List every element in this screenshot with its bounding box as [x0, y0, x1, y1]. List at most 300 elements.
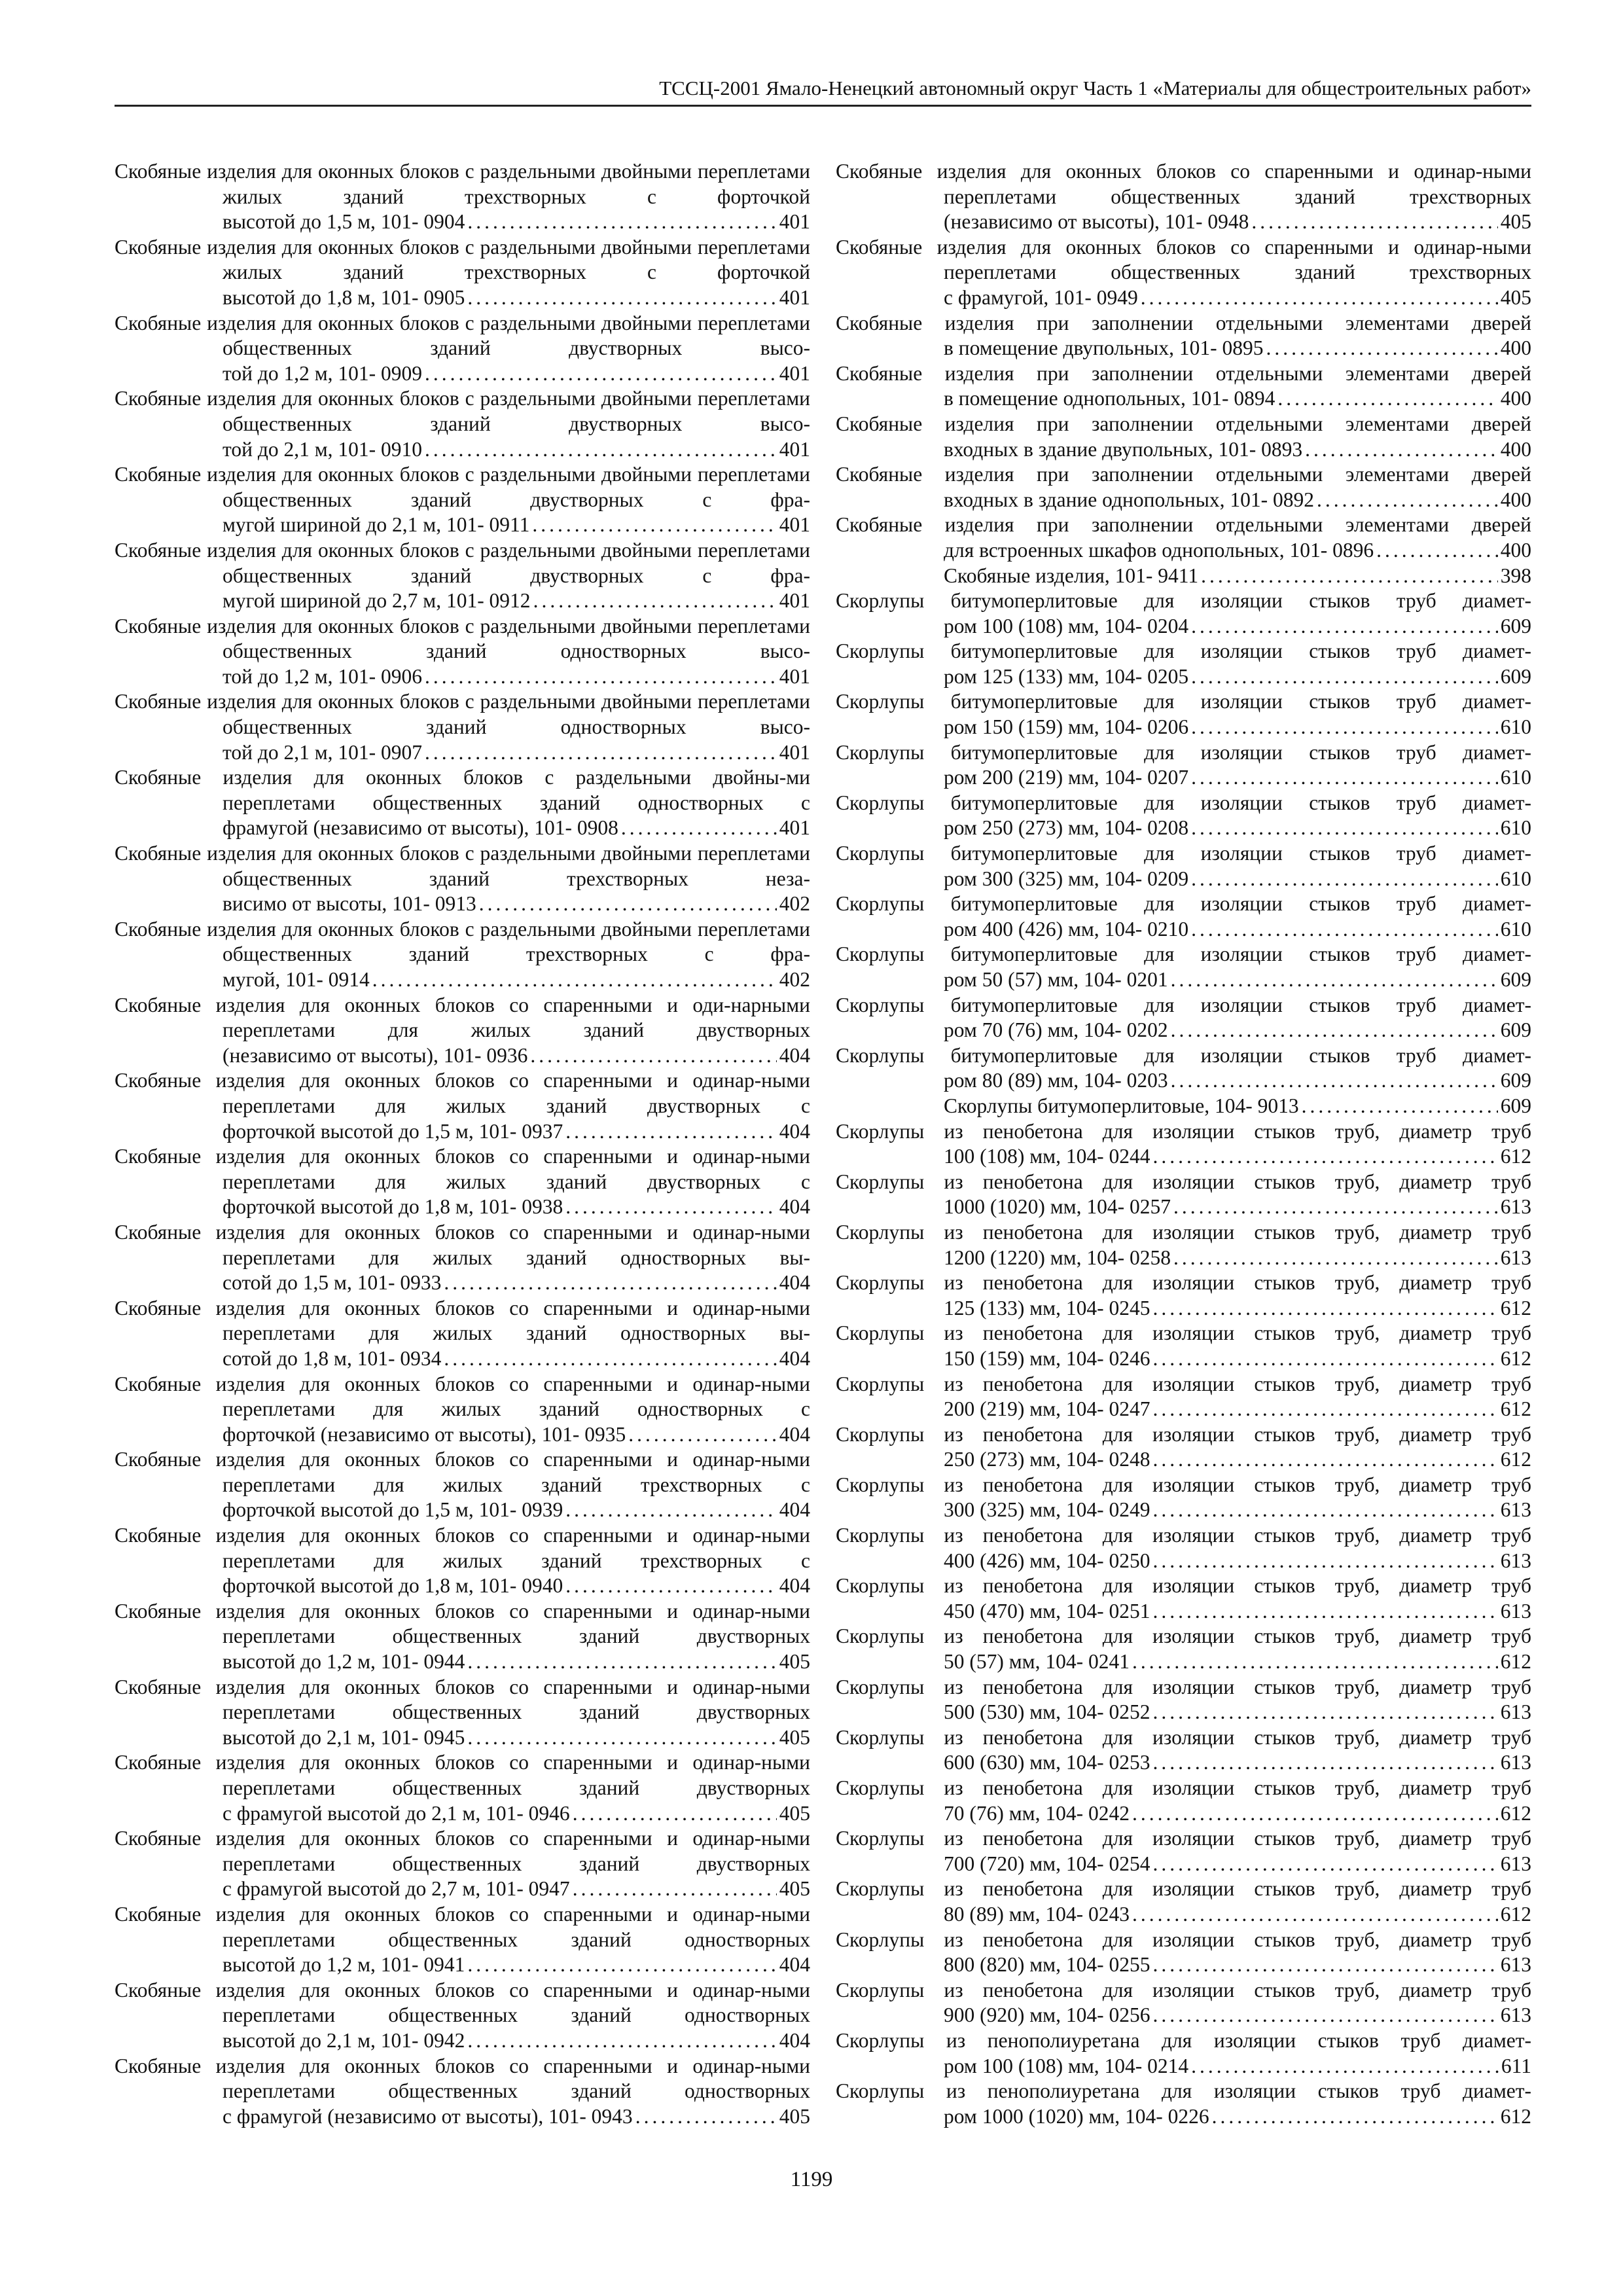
index-entry-text: Скорлупы из пенобетона для изоляции стыков труб, диаметр труб	[836, 1119, 1531, 1143]
index-entry	[836, 1928, 1531, 1978]
index-entry-text: Скобяные изделия для оконных блоков с раздельными двойными переплетами общественных зданий одностворных высо-	[115, 614, 810, 663]
index-entry-code: сотой до 1,5 м, 101- 0933	[223, 1271, 442, 1295]
dot-leader	[565, 1194, 777, 1220]
index-entry-code: для встроенных шкафов однопольных, 101- 0896	[944, 538, 1374, 562]
index-entry-page: 610	[1500, 917, 1531, 941]
index-entry-page: 404	[779, 1422, 810, 1446]
index-entry-reference-line	[944, 715, 1531, 740]
index-entry	[836, 1573, 1531, 1624]
index-entry-description	[836, 1776, 1531, 1801]
index-entry-code: ром 150 (159) мм, 104- 0206	[944, 715, 1189, 739]
index-entry-reference-line	[944, 1952, 1531, 1978]
index-entry	[115, 1068, 810, 1144]
index-entry-code: 700 (720) мм, 104- 0254	[944, 1852, 1150, 1875]
index-entry-code: в помещение двупольных, 101- 0895	[944, 336, 1264, 360]
index-entry-code: 50 (57) мм, 104- 0241	[944, 1650, 1130, 1674]
index-entry	[836, 791, 1531, 841]
dot-leader	[467, 209, 776, 235]
index-entry-description	[836, 1473, 1531, 1498]
index-entry-page: 404	[779, 1271, 810, 1295]
index-entry-reference-line	[944, 538, 1531, 564]
index-entry-code: форточкой (независимо от высоты), 101- 0935	[223, 1422, 626, 1446]
index-entry-text: Скобяные изделия при заполнении отдельными элементами дверей	[836, 311, 1531, 334]
index-entry-text: Скобяные изделия для оконных блоков с раздельными двойными переплетами общественных зданий двустворных с фра-	[115, 538, 810, 587]
index-entry-description	[836, 891, 1531, 917]
dot-leader	[565, 1119, 777, 1145]
dot-leader	[573, 1876, 777, 1902]
dot-leader	[1266, 336, 1497, 361]
index-entry-description	[836, 1170, 1531, 1195]
index-entry-code: 800 (820) мм, 104- 0255	[944, 1953, 1150, 1977]
index-entry-text: Скобяные изделия для оконных блоков со спаренными и одинар-ными переплетами общественных зданий двустворных	[115, 1827, 810, 1875]
dot-leader	[565, 1573, 777, 1599]
index-entry-text: Скорлупы битумоперлитовые для изоляции стыков труб диамет-	[836, 993, 1531, 1016]
dot-leader	[467, 2028, 776, 2054]
dot-leader	[1191, 664, 1498, 690]
index-entry-description	[836, 1675, 1531, 1700]
dot-leader	[1251, 209, 1497, 235]
index-entry-reference-line	[223, 1725, 810, 1751]
index-entry-code: висимо от высоты, 101- 0913	[223, 892, 476, 916]
index-entry-text: Скорлупы из пенобетона для изоляции стыков труб, диаметр труб	[836, 1321, 1531, 1345]
index-entry-page: 610	[1500, 766, 1531, 789]
dot-leader	[467, 1725, 776, 1751]
index-entry-page: 400	[1500, 437, 1531, 461]
index-entry-code: (независимо от высоты), 101- 0936	[223, 1043, 528, 1067]
index-entry	[836, 1624, 1531, 1674]
index-entry-reference-line	[944, 285, 1531, 311]
dot-leader	[1132, 1902, 1498, 1928]
index-entry-reference-line	[223, 1801, 810, 1827]
dot-leader	[1302, 1094, 1498, 1119]
index-entry-text: Скорлупы из пенобетона для изоляции стыков труб, диаметр труб	[836, 1877, 1531, 1901]
dot-leader	[1173, 1246, 1498, 1271]
index-entry-text: Скобяные изделия для оконных блоков с раздельными двойными переплетами общественных зданий трехстворных с фра-	[115, 917, 810, 966]
index-entry-page: 404	[779, 1195, 810, 1219]
dot-leader	[1152, 1599, 1497, 1624]
index-entry-reference-line	[944, 1194, 1531, 1220]
index-entry-reference-line	[944, 1852, 1531, 1877]
index-entry-reference-line	[944, 437, 1531, 463]
index-entry-page: 609	[1500, 1018, 1531, 1042]
dot-leader	[532, 512, 776, 538]
index-entry-page: 401	[779, 285, 810, 309]
index-entry-description	[115, 1826, 810, 1876]
index-entry	[115, 1902, 810, 1978]
index-entry	[115, 2054, 810, 2130]
index-entry	[115, 1447, 810, 1523]
index-entry-description	[115, 1978, 810, 2028]
index-entry-code: 1000 (1020) мм, 104- 0257	[944, 1195, 1171, 1219]
dot-leader	[573, 1801, 777, 1827]
index-entry	[836, 740, 1531, 791]
dot-leader	[444, 1346, 776, 1372]
index-entry-code: высотой до 1,2 м, 101- 0944	[223, 1650, 465, 1674]
index-entry-text: Скобяные изделия для оконных блоков со спаренными и одинар-ными переплетами для жилых зданий трехстворных с	[115, 1448, 810, 1496]
index-entry-code: ром 1000 (1020) мм, 104- 0226	[944, 2104, 1209, 2128]
index-entry-reference-line	[223, 1043, 810, 1069]
index-entry-page: 612	[1500, 1902, 1531, 1926]
index-entry	[115, 917, 810, 993]
index-entry-text: Скобяные изделия для оконных блоков со спаренными и одинар-ными переплетами общественных зданий двустворных	[115, 1675, 810, 1724]
index-entry-description	[836, 740, 1531, 766]
index-entry-code: ром 100 (108) мм, 104- 0214	[944, 2054, 1189, 2077]
index-entry-code: ром 400 (426) мм, 104- 0210	[944, 917, 1189, 941]
index-entry-code: входных в здание однопольных, 101- 0892	[944, 488, 1315, 511]
index-entry-text: Скобяные изделия для оконных блоков со спаренными и одинар-ными переплетами для жилых зданий трехстворных с	[115, 1524, 810, 1572]
dot-leader	[1191, 816, 1498, 841]
index-entry-text: Скобяные изделия для оконных блоков со спаренными и одинар-ными переплетами для жилых зданий одностворных с	[115, 1372, 810, 1421]
index-entry-page: 401	[779, 589, 810, 613]
index-entry-description	[836, 235, 1531, 285]
index-entry-description	[836, 1624, 1531, 1649]
index-entry-text: Скорлупы из пенобетона для изоляции стыков труб, диаметр труб	[836, 1220, 1531, 1244]
index-entry-text: Скорлупы из пенобетона для изоляции стыков труб, диаметр труб	[836, 1675, 1531, 1698]
index-entry	[115, 1750, 810, 1826]
index-entry-page: 401	[779, 816, 810, 840]
index-entry-text: Скорлупы из пенобетона для изоляции стыков труб, диаметр труб	[836, 1271, 1531, 1295]
index-entry-code: ром 250 (273) мм, 104- 0208	[944, 816, 1189, 840]
index-entry-code: 125 (133) мм, 104- 0245	[944, 1296, 1150, 1319]
index-entry-text: Скобяные изделия при заполнении отдельными элементами дверей	[836, 463, 1531, 486]
dot-leader	[1152, 1346, 1497, 1372]
index-entry-description	[836, 311, 1531, 336]
index-entry-reference-line	[223, 437, 810, 463]
index-entry-text: Скорлупы битумоперлитовые для изоляции стыков труб диамет-	[836, 892, 1531, 916]
index-entry-reference-line	[944, 1549, 1531, 1574]
dot-leader	[1171, 1018, 1498, 1043]
index-entry-code: 500 (530) мм, 104- 0252	[944, 1700, 1150, 1724]
index-entry-reference-line	[223, 816, 810, 841]
index-entry-reference-line	[944, 1018, 1531, 1043]
index-entry-code: ром 125 (133) мм, 104- 0205	[944, 664, 1189, 688]
index-entry	[115, 1144, 810, 1220]
index-entry-reference-line	[944, 765, 1531, 791]
index-entry	[836, 1523, 1531, 1573]
dot-leader	[533, 588, 777, 614]
index-entry	[836, 1220, 1531, 1270]
index-entry-code: мугой, 101- 0914	[223, 968, 370, 991]
index-entry-page: 398	[1500, 564, 1531, 587]
index-entry-code: высотой до 2,1 м, 101- 0945	[223, 1725, 465, 1749]
header-title: ТССЦ-2001 Ямало-Ненецкий автономный округ Часть 1 «Материалы для общестроительных работ»	[659, 77, 1531, 99]
index-entry	[836, 841, 1531, 891]
index-entry-page: 612	[1500, 2104, 1531, 2128]
dot-leader	[1173, 1194, 1498, 1220]
index-entry-page: 405	[779, 1650, 810, 1674]
index-entry-code: 100 (108) мм, 104- 0244	[944, 1145, 1150, 1168]
index-entry-reference-line	[223, 2028, 810, 2054]
index-entry-reference-line	[223, 1498, 810, 1523]
index-entry-code: с фрамугой, 101- 0949	[944, 285, 1138, 309]
index-entry-description	[115, 159, 810, 209]
index-entry-code: мугой шириной до 2,7 м, 101- 0912	[223, 589, 531, 613]
index-entry-description	[115, 993, 810, 1043]
index-entry-page: 401	[779, 437, 810, 461]
index-entry-text: Скорлупы битумоперлитовые для изоляции стыков труб диамет-	[836, 791, 1531, 814]
index-entry-code: ром 80 (89) мм, 104- 0203	[944, 1069, 1168, 1092]
page-number: 1199	[790, 2168, 833, 2191]
index-entry-text: Скобяные изделия для оконных блоков со спаренными и одинар-ными переплетами общественных зданий трехстворных	[836, 235, 1531, 284]
dot-leader	[1305, 437, 1498, 463]
index-entry-description	[836, 2079, 1531, 2104]
index-entry-reference-line	[223, 1422, 810, 1448]
index-entry-text: Скобяные изделия для оконных блоков со спаренными и одинар-ными переплетами для жилых зданий одностворных вы-	[115, 1220, 810, 1269]
index-entry	[836, 1119, 1531, 1170]
index-entry-code: с фрамугой высотой до 2,1 м, 101- 0946	[223, 1801, 570, 1825]
dot-leader	[1152, 1447, 1497, 1473]
index-entry-page: 612	[1500, 1397, 1531, 1421]
index-entry	[115, 841, 810, 917]
dot-leader	[425, 437, 777, 463]
dot-leader	[1152, 1750, 1497, 1776]
index-entry-text: Скорлупы битумоперлитовые для изоляции стыков труб диамет-	[836, 740, 1531, 764]
index-entry-description	[836, 1978, 1531, 2003]
index-entry	[115, 386, 810, 462]
index-entry-reference-line	[944, 336, 1531, 361]
index-entry	[836, 1422, 1531, 1473]
index-entry	[836, 564, 1531, 589]
dot-leader	[425, 361, 777, 387]
index-entry-code: высотой до 2,1 м, 101- 0942	[223, 2028, 465, 2052]
index-entry-text: Скорлупы битумоперлитовые для изоляции стыков труб диамет-	[836, 690, 1531, 713]
index-entry-page: 401	[779, 664, 810, 688]
index-entry-code: той до 1,2 м, 101- 0906	[223, 664, 423, 688]
index-entry-code: 70 (76) мм, 104- 0242	[944, 1801, 1130, 1825]
index-entry-page: 405	[1500, 285, 1531, 309]
index-entry-page: 405	[779, 1801, 810, 1825]
index-entry-description	[836, 942, 1531, 967]
index-entry-text: Скорлупы из пенобетона для изоляции стыков труб, диаметр труб	[836, 1473, 1531, 1496]
index-entry-page: 609	[1500, 1069, 1531, 1092]
index-entry-description	[836, 1826, 1531, 1852]
index-entry-page: 404	[779, 1043, 810, 1067]
index-entry-text: Скорлупы из пенобетона для изоляции стыков труб, диаметр труб	[836, 1170, 1531, 1193]
index-entry-reference-line	[944, 1902, 1531, 1928]
dot-leader	[1171, 1068, 1498, 1094]
index-entry-code: 80 (89) мм, 104- 0243	[944, 1902, 1130, 1926]
index-entry	[115, 1826, 810, 1902]
dot-leader	[628, 1422, 777, 1448]
index-entry-description	[836, 588, 1531, 614]
index-entry-text: Скорлупы из пенобетона для изоляции стыков труб, диаметр труб	[836, 1524, 1531, 1547]
index-entry-text: Скобяные изделия при заполнении отдельными элементами дверей	[836, 412, 1531, 435]
index-entry	[836, 1978, 1531, 2028]
index-entry-code: высотой до 1,8 м, 101- 0905	[223, 285, 465, 309]
index-entry-page: 610	[1500, 816, 1531, 840]
index-entry-reference-line	[944, 1801, 1531, 1827]
index-column-right	[836, 159, 1531, 2129]
index-entry-description	[115, 2054, 810, 2104]
index-entry-text: Скобяные изделия при заполнении отдельными элементами дверей	[836, 513, 1531, 537]
index-entry-text: Скобяные изделия для оконных блоков со спаренными и одинар-ными переплетами для жилых зданий одностворных вы-	[115, 1296, 810, 1345]
index-entry-code: ром 200 (219) мм, 104- 0207	[944, 766, 1189, 789]
index-entry	[836, 1170, 1531, 1220]
index-entry-description	[836, 159, 1531, 209]
index-entry-page: 612	[1500, 1346, 1531, 1370]
index-entry-description	[836, 1725, 1531, 1751]
index-entry	[115, 993, 810, 1069]
index-entry-text: Скорлупы из пенобетона для изоляции стыков труб, диаметр труб	[836, 1827, 1531, 1850]
index-entry-page: 609	[1500, 664, 1531, 688]
index-entry	[115, 1372, 810, 1448]
index-entry-page: 613	[1500, 1195, 1531, 1219]
index-entry-description	[115, 1220, 810, 1270]
index-entry	[115, 614, 810, 690]
index-entry-page: 609	[1500, 1094, 1531, 1117]
index-entry	[115, 1220, 810, 1296]
index-entry	[836, 159, 1531, 235]
index-entry-reference-line	[223, 967, 810, 993]
index-entry-page: 613	[1500, 1246, 1531, 1269]
index-entry-reference-line	[944, 1750, 1531, 1776]
index-entry-reference-line	[223, 588, 810, 614]
dot-leader	[1152, 1952, 1497, 1978]
index-entry-text: Скорлупы битумоперлитовые для изоляции стыков труб диамет-	[836, 639, 1531, 663]
index-entry-description	[836, 1321, 1531, 1346]
index-entry-page: 613	[1500, 1498, 1531, 1522]
index-entry	[836, 1725, 1531, 1776]
index-entry-reference-line	[944, 1296, 1531, 1321]
index-entry-page: 611	[1501, 2054, 1531, 2077]
index-entry-page: 613	[1500, 2003, 1531, 2027]
index-entry-code: Скобяные изделия, 101- 9411	[944, 564, 1199, 587]
index-entry	[836, 1826, 1531, 1876]
index-entry-description	[836, 1928, 1531, 1953]
index-entry-code: мугой шириной до 2,1 м, 101- 0911	[223, 513, 530, 537]
dot-leader	[1152, 1397, 1497, 1422]
index-entry-text: Скобяные изделия для оконных блоков со спаренными и оди-нарными переплетами для жилых зданий двустворных	[115, 993, 810, 1042]
index-entry-reference-line	[944, 1346, 1531, 1372]
index-entry-reference-line	[223, 1573, 810, 1599]
index-entry	[836, 639, 1531, 689]
index-entry-description	[836, 1119, 1531, 1145]
index-entry-reference-line	[944, 2003, 1531, 2028]
index-entry-text: Скобяные изделия при заполнении отдельными элементами дверей	[836, 361, 1531, 385]
index-entry-text: Скорлупы битумоперлитовые для изоляции стыков труб диамет-	[836, 942, 1531, 966]
index-entry-code: форточкой высотой до 1,5 м, 101- 0939	[223, 1498, 563, 1522]
index-entry-page: 401	[779, 361, 810, 385]
index-entry-page: 401	[779, 513, 810, 537]
index-entry-description	[115, 1296, 810, 1346]
dot-leader	[1171, 967, 1498, 993]
index-entry-page: 613	[1500, 1549, 1531, 1572]
dot-leader	[1191, 765, 1498, 791]
dot-leader	[1191, 715, 1498, 740]
index-entry-description	[115, 614, 810, 664]
index-entry-code: 400 (426) мм, 104- 0250	[944, 1549, 1150, 1572]
index-entry-text: Скорлупы из пенобетона для изоляции стыков труб, диаметр труб	[836, 1725, 1531, 1749]
index-entry-reference-line	[944, 488, 1531, 513]
index-entry-description	[115, 1068, 810, 1119]
index-entry-code: 300 (325) мм, 104- 0249	[944, 1498, 1150, 1522]
index-entry-reference-line	[944, 1144, 1531, 1170]
index-entry-code: той до 2,1 м, 101- 0907	[223, 740, 423, 764]
dot-leader	[1132, 1801, 1498, 1827]
index-entry	[115, 311, 810, 387]
index-entry-description	[836, 1270, 1531, 1296]
index-entry	[836, 993, 1531, 1043]
index-entry	[836, 1043, 1531, 1094]
index-entry-description	[115, 841, 810, 891]
index-entry-text: Скобяные изделия для оконных блоков со спаренными и одинар-ными переплетами для жилых зданий двустворных с	[115, 1069, 810, 1117]
index-entry	[115, 538, 810, 614]
index-entry-description	[115, 538, 810, 588]
index-entry-reference-line	[944, 867, 1531, 892]
index-entry-reference-line	[223, 361, 810, 387]
index-entry-text: Скорлупы из пенополиуретана для изоляции стыков труб диамет-	[836, 2028, 1531, 2052]
index-entry-description	[836, 1523, 1531, 1549]
index-entry-reference-line	[223, 1649, 810, 1675]
index-entry-reference-line	[944, 1498, 1531, 1523]
index-entry-description	[836, 1372, 1531, 1397]
index-entry-reference-line	[944, 664, 1531, 690]
index-entry-code: входных в здание двупольных, 101- 0893	[944, 437, 1303, 461]
index-entry-page: 613	[1500, 1953, 1531, 1977]
index-entry-reference-line	[223, 1194, 810, 1220]
index-entry-code: той до 2,1 м, 101- 0910	[223, 437, 423, 461]
index-entry-page: 405	[779, 2104, 810, 2128]
dot-leader	[1376, 538, 1498, 564]
index-entry-reference-line	[944, 1649, 1531, 1675]
index-entry	[836, 891, 1531, 942]
index-entry-page: 404	[779, 1953, 810, 1977]
index-entry-page: 613	[1500, 1599, 1531, 1623]
index-entry-reference-line	[223, 1270, 810, 1296]
index-entry-description	[115, 462, 810, 512]
index-entry-text: Скобяные изделия для оконных блоков с раздельными двойными переплетами общественных зданий двустворных высо-	[115, 387, 810, 435]
index-entry-reference-line	[223, 664, 810, 690]
index-entry	[836, 1372, 1531, 1422]
index-entry-reference-line	[223, 2104, 810, 2130]
index-entry-page: 609	[1500, 614, 1531, 637]
index-entry-text: Скобяные изделия для оконных блоков с раздельными двойными переплетами общественных зданий трехстворных неза-	[115, 842, 810, 890]
dot-leader	[1152, 2003, 1497, 2028]
index-entry	[115, 1675, 810, 1751]
index-entry-reference-line	[223, 209, 810, 235]
index-entry-reference-line	[944, 917, 1531, 942]
index-entry	[836, 1094, 1531, 1119]
dot-leader	[621, 816, 777, 841]
index-entry-text: Скорлупы из пенобетона для изоляции стыков труб, диаметр труб	[836, 1978, 1531, 2001]
index-entry	[115, 1296, 810, 1372]
index-entry-reference-line	[223, 1346, 810, 1372]
index-entry-code: той до 1,2 м, 101- 0909	[223, 361, 423, 385]
index-entry-description	[836, 512, 1531, 538]
index-entry-reference-line	[223, 1952, 810, 1978]
index-entry-code: высотой до 1,2 м, 101- 0941	[223, 1953, 465, 1977]
index-entry-text: Скобяные изделия для оконных блоков со спаренными и одинар-ными переплетами для жилых зданий двустворных с	[115, 1145, 810, 1193]
index-entry-reference-line	[944, 1397, 1531, 1422]
index-entry-code: 150 (159) мм, 104- 0246	[944, 1346, 1150, 1370]
index-entry	[836, 412, 1531, 462]
index-entry-text: Скобяные изделия для оконных блоков с раздельными двойными переплетами жилых зданий трехстворных с форточкой	[115, 160, 810, 208]
index-entry-reference-line	[944, 1447, 1531, 1473]
index-entry-description	[836, 2028, 1531, 2054]
index-entry-page: 402	[779, 968, 810, 991]
index-entry	[115, 1523, 810, 1599]
index-entry-reference-line	[223, 1876, 810, 1902]
index-entry	[836, 462, 1531, 512]
index-entry-text: Скобяные изделия для оконных блоков со спаренными и одинар-ными переплетами общественных зданий трехстворных	[836, 160, 1531, 208]
index-entry-code: (независимо от высоты), 101- 0948	[944, 210, 1249, 234]
page-header	[115, 72, 1531, 107]
index-entry	[836, 1675, 1531, 1725]
index-entry-description	[115, 1144, 810, 1194]
index-entry-page: 613	[1500, 1751, 1531, 1774]
index-entry-description	[836, 841, 1531, 867]
dot-leader	[1191, 917, 1498, 942]
